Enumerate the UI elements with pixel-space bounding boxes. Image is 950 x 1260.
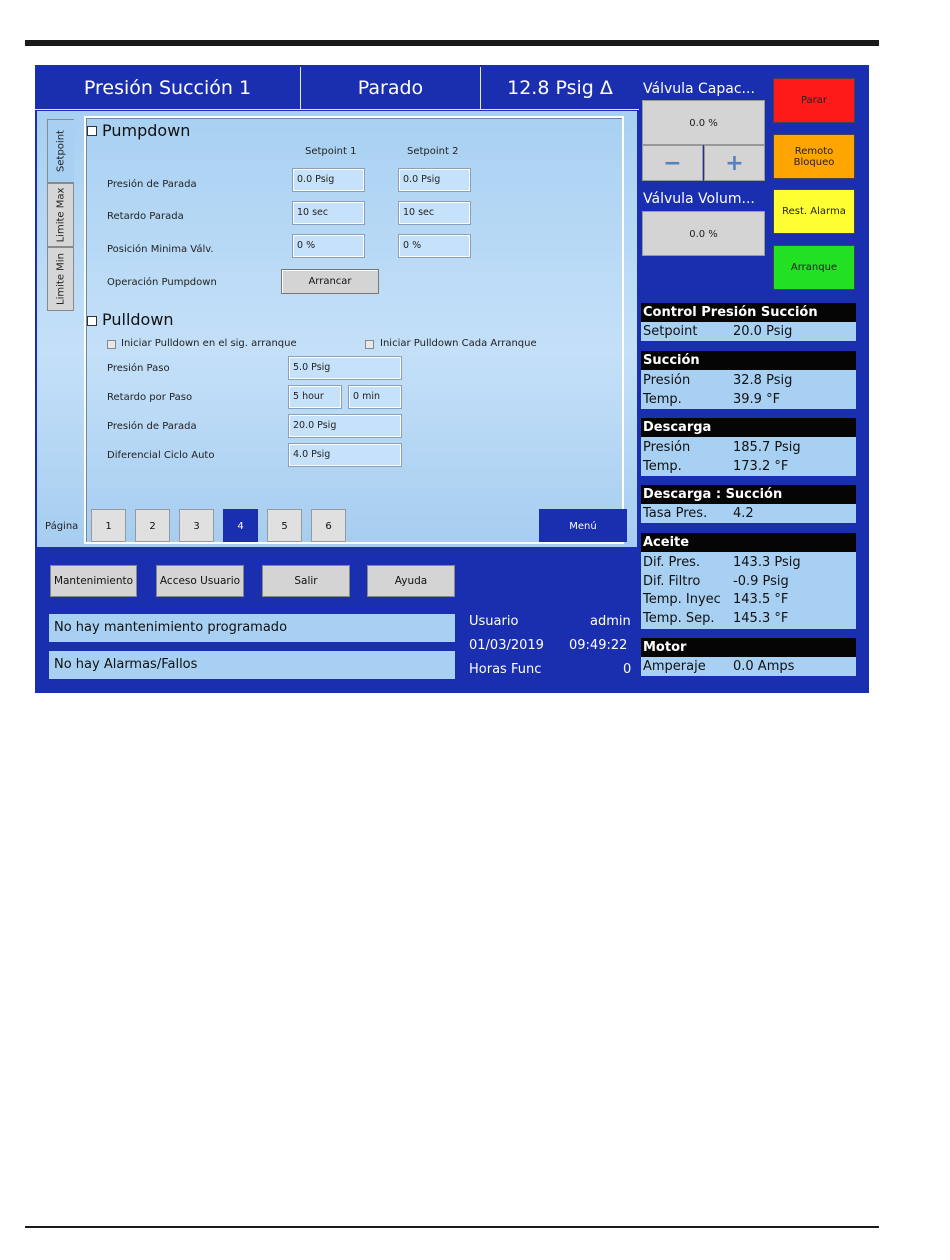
- user-access-button[interactable]: Acceso Usuario: [156, 565, 244, 597]
- motor-amps-value: 0.0 Amps: [733, 659, 795, 674]
- reset-alarm-label: Rest. Alarma: [782, 206, 846, 217]
- discharge-pressure-label: Presión: [643, 440, 691, 455]
- pulldown-stop-pressure[interactable]: 20.0 Psig: [289, 415, 401, 437]
- pumpdown-min-valve-sp2[interactable]: 0 %: [399, 235, 470, 257]
- alarm-message: No hay Alarmas/Fallos: [49, 651, 455, 679]
- pulldown-label: Presión de Parada: [107, 421, 197, 432]
- page-button-4[interactable]: 4: [223, 509, 258, 542]
- pumpdown-stop-delay-sp1[interactable]: 10 sec: [293, 202, 364, 224]
- discharge-temp-value: 173.2 °F: [733, 459, 789, 474]
- oil-separator-temp-label: Temp. Sep.: [643, 611, 715, 626]
- suction-temp-value: 39.9 °F: [733, 392, 781, 407]
- pumpdown-min-valve-sp1[interactable]: 0 %: [293, 235, 364, 257]
- pumpdown-stop-pressure-sp1[interactable]: 0.0 Psig: [293, 169, 364, 191]
- oil-injection-temp-value: 143.5 °F: [733, 592, 789, 607]
- pumpdown-label: Presión de Parada: [107, 179, 197, 190]
- run-hours-label: Horas Func: [469, 662, 542, 677]
- discharge-block-title: Descarga: [641, 418, 856, 437]
- start-button-label: Arranque: [790, 262, 838, 273]
- suction-temp-label: Temp.: [643, 392, 682, 407]
- header-divider: [35, 109, 639, 110]
- capacity-valve-value: 0.0 %: [642, 100, 765, 145]
- discharge-temp-label: Temp.: [643, 459, 682, 474]
- oil-filter-diff-label: Dif. Filtro: [643, 574, 701, 589]
- pulldown-next-start-checkbox[interactable]: [107, 340, 116, 349]
- control-block: [641, 322, 856, 341]
- exit-button[interactable]: Salir: [262, 565, 350, 597]
- remote-lock-button[interactable]: [773, 134, 855, 179]
- header-value: 12.8 Psig Δ: [481, 67, 639, 109]
- pulldown-step-delay-minutes[interactable]: 0 min: [349, 386, 401, 408]
- page-button-3[interactable]: 3: [179, 509, 214, 542]
- top-rule: [25, 40, 879, 46]
- pumpdown-operation-label: Operación Pumpdown: [107, 277, 217, 288]
- pumpdown-start-button[interactable]: Arrancar: [281, 269, 379, 294]
- suction-pressure-label: Presión: [643, 373, 691, 388]
- menu-button[interactable]: Menú: [539, 509, 627, 542]
- reset-alarm-button[interactable]: [773, 189, 855, 234]
- hmi-screen: [35, 65, 869, 693]
- run-hours-value: 0: [623, 662, 632, 677]
- maintenance-button[interactable]: Mantenimiento: [50, 565, 137, 597]
- page-label: Página: [45, 521, 79, 532]
- pulldown-label: Diferencial Ciclo Auto: [107, 450, 215, 461]
- help-button[interactable]: Ayuda: [367, 565, 455, 597]
- suction-block: [641, 370, 856, 409]
- pressure-ratio-value: 4.2: [733, 506, 754, 521]
- pumpdown-label: Posición Minima Válv.: [107, 244, 214, 255]
- volume-valve-value: 0.0 %: [642, 211, 765, 256]
- motor-block: [641, 657, 856, 676]
- pumpdown-stop-pressure-sp2[interactable]: 0.0 Psig: [399, 169, 470, 191]
- pulldown-next-start-label: Iniciar Pulldown en el sig. arranque: [121, 338, 297, 349]
- pumpdown-label: Retardo Parada: [107, 211, 184, 222]
- tab-limite-min[interactable]: Limite Min: [47, 247, 74, 311]
- pumpdown-title: Pumpdown: [102, 121, 191, 140]
- plus-button[interactable]: +: [704, 145, 765, 181]
- discharge-block: [641, 437, 856, 476]
- oil-diff-pressure-value: 143.3 Psig: [733, 555, 801, 570]
- ratio-block-title: Descarga : Succión: [641, 485, 856, 504]
- oil-injection-temp-label: Temp. Inyec: [643, 592, 721, 607]
- current-date: 01/03/2019: [469, 638, 544, 653]
- page-button-6[interactable]: 6: [311, 509, 346, 542]
- bottom-rule: [25, 1226, 879, 1228]
- pulldown-label: Presión Paso: [107, 363, 170, 374]
- oil-block: [641, 552, 856, 629]
- pulldown-auto-cycle-diff[interactable]: 4.0 Psig: [289, 444, 401, 466]
- pulldown-step-pressure[interactable]: 5.0 Psig: [289, 357, 401, 379]
- page-button-5[interactable]: 5: [267, 509, 302, 542]
- tab-setpoint[interactable]: Setpoint: [47, 119, 74, 183]
- capacity-valve-title: Válvula Capac...: [643, 81, 755, 97]
- pulldown-every-start-checkbox[interactable]: [365, 340, 374, 349]
- motor-block-title: Motor: [641, 638, 856, 657]
- header-title: Presión Succión 1: [35, 67, 301, 109]
- page-button-1[interactable]: 1: [91, 509, 126, 542]
- content-panel: [37, 111, 637, 547]
- suction-block-title: Succión: [641, 351, 856, 370]
- remote-label: Remoto: [794, 145, 834, 157]
- setpoint-1-header: Setpoint 1: [305, 146, 357, 157]
- start-button[interactable]: [773, 245, 855, 290]
- user-name: admin: [590, 614, 631, 629]
- minus-button[interactable]: −: [642, 145, 703, 181]
- lock-label: Bloqueo: [793, 156, 835, 168]
- oil-block-title: Aceite: [641, 533, 856, 552]
- header-state: Parado: [301, 67, 481, 109]
- volume-valve-title: Válvula Volum...: [643, 191, 755, 207]
- motor-amps-label: Amperaje: [643, 659, 706, 674]
- tab-limite-max[interactable]: Limite Max: [47, 183, 74, 247]
- oil-filter-diff-value: -0.9 Psig: [733, 574, 789, 589]
- stop-button[interactable]: [773, 78, 855, 123]
- pumpdown-stop-delay-sp2[interactable]: 10 sec: [399, 202, 470, 224]
- stop-button-label: Parar: [800, 95, 828, 106]
- setpoint-value: 20.0 Psig: [733, 324, 793, 339]
- maintenance-message: No hay mantenimiento programado: [49, 614, 455, 642]
- pulldown-title: Pulldown: [102, 310, 174, 329]
- page-button-2[interactable]: 2: [135, 509, 170, 542]
- pulldown-step-delay-hours[interactable]: 5 hour: [289, 386, 341, 408]
- oil-diff-pressure-label: Dif. Pres.: [643, 555, 701, 570]
- ratio-block: [641, 504, 856, 523]
- pulldown-label: Retardo por Paso: [107, 392, 193, 403]
- discharge-pressure-value: 185.7 Psig: [733, 440, 801, 455]
- current-time: 09:49:22: [569, 638, 628, 653]
- setpoint-2-header: Setpoint 2: [407, 146, 459, 157]
- pressure-ratio-label: Tasa Pres.: [643, 506, 708, 521]
- suction-pressure-value: 32.8 Psig: [733, 373, 793, 388]
- pulldown-checkbox[interactable]: [87, 316, 97, 326]
- user-label: Usuario: [469, 614, 519, 629]
- setpoint-label: Setpoint: [643, 324, 698, 339]
- oil-separator-temp-value: 145.3 °F: [733, 611, 789, 626]
- pumpdown-checkbox[interactable]: [87, 126, 97, 136]
- control-block-title: Control Presión Succión: [641, 303, 856, 322]
- pulldown-every-start-label: Iniciar Pulldown Cada Arranque: [380, 338, 537, 349]
